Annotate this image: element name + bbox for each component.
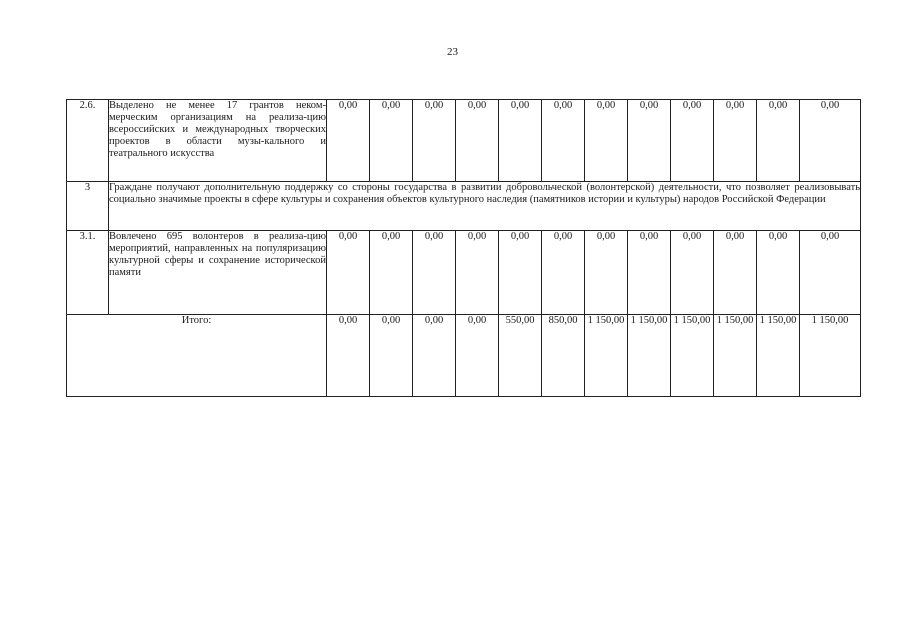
- total-value-cell: 0,00: [370, 315, 413, 397]
- value-cell: 0,00: [585, 231, 628, 315]
- value-cell: 0,00: [456, 231, 499, 315]
- section-number: 3: [67, 182, 109, 231]
- row-number: 2.6.: [67, 100, 109, 182]
- value-cell: 0,00: [671, 231, 714, 315]
- value-cell: 0,00: [456, 100, 499, 182]
- total-value-cell: 0,00: [413, 315, 456, 397]
- value-cell: 0,00: [327, 100, 370, 182]
- value-cell: 0,00: [370, 100, 413, 182]
- total-row: [67, 315, 861, 397]
- value-cell: 0,00: [628, 100, 671, 182]
- table-row: [67, 231, 861, 315]
- value-cell: 0,00: [714, 100, 757, 182]
- total-label: Итого:: [67, 315, 327, 397]
- total-value-cell: 0,00: [327, 315, 370, 397]
- value-cell: 0,00: [757, 100, 800, 182]
- section-description: Граждане получают дополнительную поддержку со стороны государства в развитии добровольческой (волонтерской) деятельности, что позволяет реализовывать социально значимые проекты в сфере культуры и сохранения объектов культурного наследия (памятников истории и культуры) народов Российской Федерации: [109, 182, 861, 231]
- value-cell: 0,00: [413, 100, 456, 182]
- value-cell: 0,00: [413, 231, 456, 315]
- value-cell: 0,00: [327, 231, 370, 315]
- funding-table: [66, 99, 861, 397]
- total-value-cell: 1 150,00: [585, 315, 628, 397]
- value-cell: 0,00: [671, 100, 714, 182]
- total-value-cell: 1 150,00: [671, 315, 714, 397]
- table-row: [67, 100, 861, 182]
- value-cell: 0,00: [542, 100, 585, 182]
- value-cell: 0,00: [757, 231, 800, 315]
- value-cell: 0,00: [585, 100, 628, 182]
- total-value-cell: 0,00: [456, 315, 499, 397]
- total-value-cell: 850,00: [542, 315, 585, 397]
- value-cell-total: 0,00: [800, 231, 861, 315]
- value-cell: 0,00: [542, 231, 585, 315]
- total-value-cell: 1 150,00: [757, 315, 800, 397]
- total-value-cell: 550,00: [499, 315, 542, 397]
- value-cell-total: 0,00: [800, 100, 861, 182]
- total-value-cell: 1 150,00: [628, 315, 671, 397]
- value-cell: 0,00: [499, 231, 542, 315]
- row-number: 3.1.: [67, 231, 109, 315]
- total-value-cell: 1 150,00: [714, 315, 757, 397]
- value-cell: 0,00: [499, 100, 542, 182]
- value-cell: 0,00: [370, 231, 413, 315]
- row-description: Вовлечено 695 волонтеров в реализа-цию мероприятий, направленных на популяризацию культурной сферы и сохранение исторической памяти: [109, 231, 327, 315]
- value-cell: 0,00: [714, 231, 757, 315]
- value-cell: 0,00: [628, 231, 671, 315]
- row-description: Выделено не менее 17 грантов неком-мерческим организациям на реализа-цию всероссийских и международных творческих проектов в области музы-кального и театрального искусства: [109, 100, 327, 182]
- section-row: [67, 182, 861, 231]
- page-number: 23: [447, 46, 458, 58]
- total-value-cell-grand: 1 150,00: [800, 315, 861, 397]
